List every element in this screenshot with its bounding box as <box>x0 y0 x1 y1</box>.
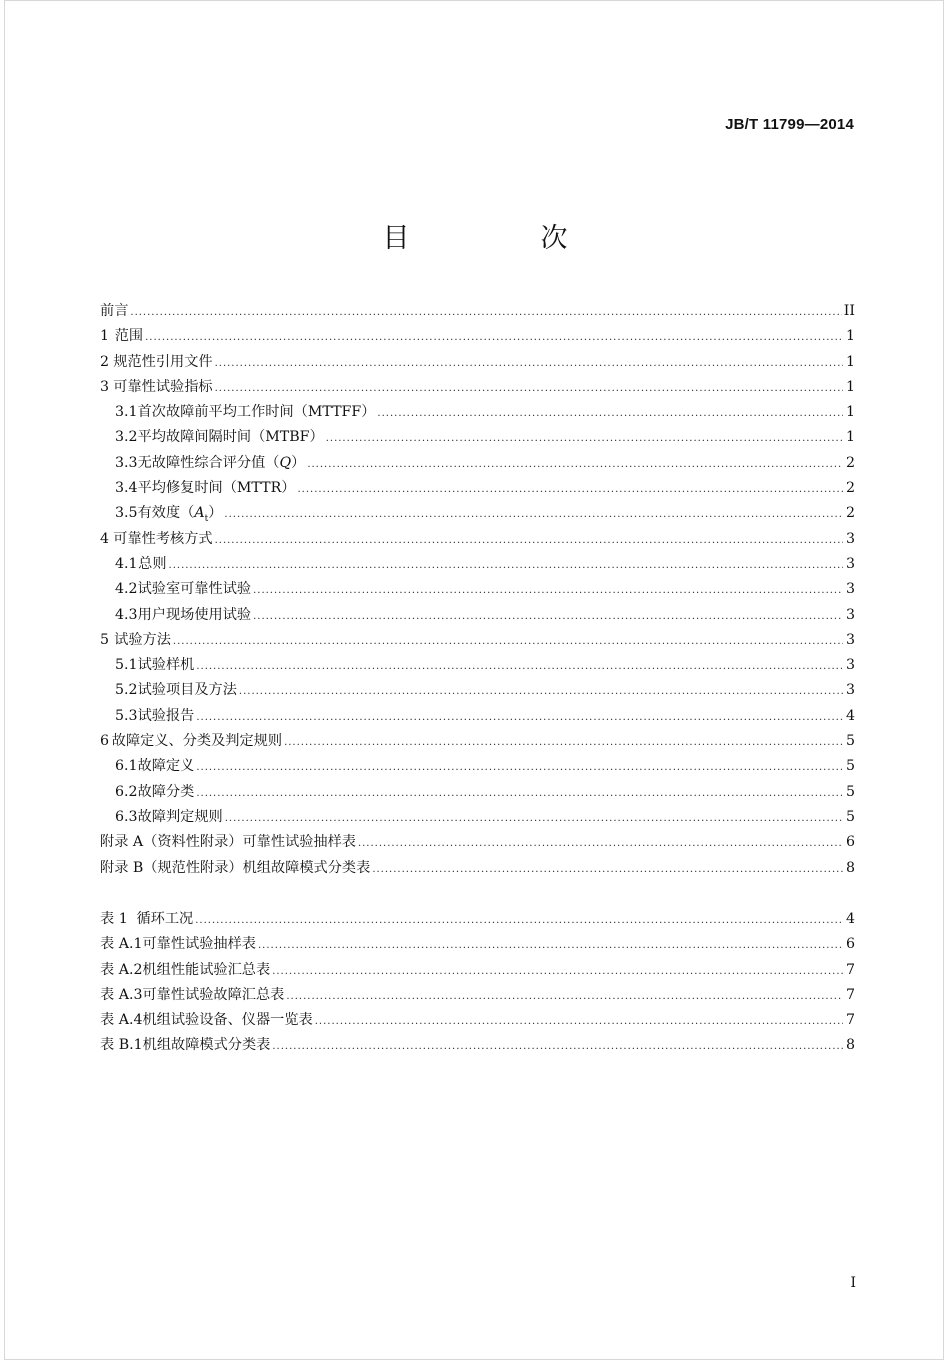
toc-entry-number: 5.3 <box>115 707 138 724</box>
table-entry-a3[interactable] <box>100 983 855 1008</box>
toc-entry-number: 6 <box>100 733 110 750</box>
toc-entry-1[interactable] <box>100 324 855 349</box>
toc-leader-dots <box>169 553 843 578</box>
toc-entry-label: 故障定义、分类及判定规则 <box>111 733 283 750</box>
toc-entry-4-1[interactable] <box>100 552 855 577</box>
toc-entry-page: 1 <box>845 328 855 345</box>
table-entry-b1[interactable] <box>100 1033 855 1058</box>
toc-entry-page: 6 <box>845 834 855 851</box>
toc-entry-page: 5 <box>845 783 855 800</box>
toc-entry-page: 1 <box>845 404 855 421</box>
toc-entry-number: 5.2 <box>115 682 138 699</box>
toc-label-subscript: t <box>204 514 209 525</box>
table-entry-label: 机组试验设备、仪器一览表 <box>142 1012 313 1029</box>
toc-leader-dots <box>215 376 843 401</box>
toc-entry-label: 规范性引用文件 <box>113 353 213 370</box>
toc-leader-dots <box>225 806 843 831</box>
toc-label-text-end: ） <box>208 505 223 522</box>
toc-leader-dots <box>130 300 841 325</box>
table-entry-number: 表 A.2 <box>100 961 143 978</box>
page-title: 目 次 <box>382 223 620 254</box>
toc-entry-2[interactable] <box>100 350 855 375</box>
toc-entry-page: 3 <box>845 606 855 623</box>
table-entry-a4[interactable] <box>100 1008 855 1033</box>
toc-entry-page: 8 <box>845 859 855 876</box>
toc-leader-dots <box>196 654 843 679</box>
toc-entry-foreword[interactable] <box>100 299 855 324</box>
toc-entry-label: 平均故障间隔时间（MTBF） <box>137 429 324 446</box>
toc-entry-6[interactable] <box>100 729 855 754</box>
toc-label-text: 有效度（ <box>137 505 195 522</box>
toc-leader-dots <box>196 705 843 730</box>
toc-leader-dots <box>215 528 843 553</box>
toc-entry-number: 5.1 <box>115 657 138 674</box>
toc-entry-5[interactable] <box>100 628 855 653</box>
toc-entry-label: 试验项目及方法 <box>137 682 237 699</box>
toc-entry-number: 3 <box>100 378 110 395</box>
table-entry-page: 6 <box>845 936 855 953</box>
toc-label-text: 无故障性综合评分值（ <box>137 454 280 471</box>
toc-entry-number: 3.2 <box>115 429 138 446</box>
table-entry-1[interactable] <box>100 907 855 932</box>
toc-leader-dots <box>284 730 843 755</box>
toc-entry-number: 6.3 <box>115 808 138 825</box>
toc-entry-label: 试验样机 <box>137 657 195 674</box>
toc-entry-6-3[interactable] <box>100 805 855 830</box>
toc-leader-dots <box>196 781 843 806</box>
table-entry-label: 机组故障模式分类表 <box>142 1037 271 1054</box>
toc-entry-4-2[interactable] <box>100 577 855 602</box>
toc-entry-label: 试验方法 <box>114 631 171 648</box>
toc-leader-dots <box>297 477 843 502</box>
toc-entry-6-2[interactable] <box>100 780 855 805</box>
table-entry-label: 可靠性试验故障汇总表 <box>142 986 285 1003</box>
toc-entry-label <box>138 451 306 476</box>
toc-entry-number: 6.1 <box>115 758 138 775</box>
table-entry-number: 表 A.4 <box>100 1012 143 1029</box>
table-list <box>100 907 855 1059</box>
toc-entry-annex-b[interactable] <box>100 856 855 881</box>
toc-entry-page: 3 <box>845 530 855 547</box>
toc-entry-page: 1 <box>845 353 855 370</box>
table-entry-label: 可靠性试验抽样表 <box>142 936 256 953</box>
toc-entry-label: 附录 A（资料性附录）可靠性试验抽样表 <box>100 834 356 851</box>
toc-entry-5-1[interactable] <box>100 653 855 678</box>
toc-leader-dots <box>224 502 843 527</box>
toc-entry-page: 5 <box>845 758 855 775</box>
toc-entry-3[interactable] <box>100 375 855 400</box>
toc-entry-number: 3.5 <box>115 505 138 522</box>
toc-leader-dots <box>253 578 843 603</box>
toc-leader-dots <box>272 1034 843 1059</box>
standard-code: JB/T 11799—2014 <box>725 116 854 133</box>
toc-entry-page: 2 <box>845 505 855 522</box>
toc-entry-label: 范围 <box>114 328 144 345</box>
toc-entry-page: 3 <box>845 555 855 572</box>
toc-leader-dots <box>196 755 843 780</box>
toc-leader-dots <box>377 401 843 426</box>
toc-entry-number: 4.2 <box>115 581 138 598</box>
toc-entry-number: 4.3 <box>115 606 138 623</box>
toc-entry-number: 4.1 <box>115 555 138 572</box>
toc-label-text-end: ） <box>291 454 306 471</box>
table-entry-number: 表 A.1 <box>100 936 143 953</box>
toc-leader-dots <box>272 959 843 984</box>
toc-entry-page: 3 <box>845 657 855 674</box>
toc-entry-label: 可靠性考核方式 <box>113 530 213 547</box>
toc-entry-label: 故障判定规则 <box>137 808 223 825</box>
toc-entry-number: 6.2 <box>115 783 138 800</box>
toc-entry-3-5[interactable] <box>100 501 855 526</box>
toc-entry-label: 试验室可靠性试验 <box>137 581 252 598</box>
toc-entry-page: 5 <box>845 808 855 825</box>
toc-entry-6-1[interactable] <box>100 754 855 779</box>
toc-entry-annex-a[interactable] <box>100 830 855 855</box>
toc-entry-number: 5 <box>100 631 110 648</box>
toc-entry-page: 1 <box>845 378 855 395</box>
page-folio: I <box>850 1275 856 1291</box>
toc-entry-label: 用户现场使用试验 <box>137 606 252 623</box>
toc-entry-page: 3 <box>845 631 855 648</box>
toc-entry-number: 3.1 <box>115 404 138 421</box>
toc-entry-4-3[interactable] <box>100 603 855 628</box>
toc-entry-page: 2 <box>845 454 855 471</box>
toc-entry-3-1[interactable] <box>100 400 855 425</box>
table-entry-label: 循环工况 <box>136 911 194 927</box>
toc-entry-label: 试验报告 <box>137 707 195 724</box>
toc-entry-number: 3.3 <box>115 454 138 471</box>
toc-entry-label: 附录 B（规范性附录）机组故障模式分类表 <box>100 859 371 876</box>
toc-entry-label: 前言 <box>100 303 129 319</box>
toc-leader-dots <box>258 933 843 958</box>
table-entry-number: 表 B.1 <box>100 1037 143 1054</box>
toc-entry-label: 总则 <box>138 555 167 572</box>
toc-entry-number: 4 <box>100 530 110 547</box>
toc-label-variable: Q <box>279 454 292 471</box>
toc-entry-5-3[interactable] <box>100 704 855 729</box>
table-entry-number: 表 A.3 <box>100 986 143 1003</box>
toc-entry-page: 2 <box>845 480 855 497</box>
toc-leader-dots <box>315 1009 843 1034</box>
toc-leader-dots <box>145 325 843 350</box>
table-entry-page: 7 <box>845 986 855 1003</box>
toc-entry-page: 5 <box>845 733 855 750</box>
toc-leader-dots <box>326 426 843 451</box>
toc-entry-label: 首次故障前平均工作时间（MTTFF） <box>137 404 376 421</box>
table-entry-label: 机组性能试验汇总表 <box>142 961 271 978</box>
toc-leader-dots <box>358 831 843 856</box>
toc-leader-dots <box>307 452 843 477</box>
toc-label-variable: A <box>194 505 205 522</box>
table-entry-page: 4 <box>845 911 855 927</box>
toc-leader-dots <box>173 629 843 654</box>
toc-leader-dots <box>372 857 843 882</box>
toc-entry-label: 故障分类 <box>137 783 195 800</box>
toc-entry-3-4[interactable] <box>100 476 855 501</box>
toc-entry-page: II <box>843 303 855 319</box>
toc-entry-page: 1 <box>845 429 855 446</box>
table-entry-page: 7 <box>845 961 855 978</box>
toc-entry-page: 3 <box>845 682 855 699</box>
table-entry-page: 7 <box>845 1012 855 1029</box>
toc-leader-dots <box>215 351 843 376</box>
toc-entry-3-2[interactable] <box>100 425 855 450</box>
toc-entry-label: 可靠性试验指标 <box>113 378 213 395</box>
toc-entry-number: 2 <box>100 353 110 370</box>
toc-leader-dots <box>286 984 843 1009</box>
toc-entry-page: 4 <box>845 707 855 724</box>
table-entry-a2[interactable] <box>100 958 855 983</box>
toc-entry-number: 1 <box>100 328 110 345</box>
table-entry-page: 8 <box>845 1037 855 1054</box>
table-entry-a1[interactable] <box>100 932 855 957</box>
toc-entry-3-3[interactable] <box>100 451 855 476</box>
toc-leader-dots <box>239 679 843 704</box>
toc-entry-label: 故障定义 <box>137 758 195 775</box>
table-entry-number: 表 1 <box>100 911 128 927</box>
toc-entry-5-2[interactable] <box>100 678 855 703</box>
toc-leader-dots <box>195 908 843 933</box>
toc-entry-page: 3 <box>845 581 855 598</box>
toc-entry-number: 3.4 <box>115 480 138 497</box>
toc-entry-label: 平均修复时间（MTTR） <box>137 480 296 497</box>
toc-leader-dots <box>253 604 843 629</box>
toc-list <box>100 299 855 881</box>
